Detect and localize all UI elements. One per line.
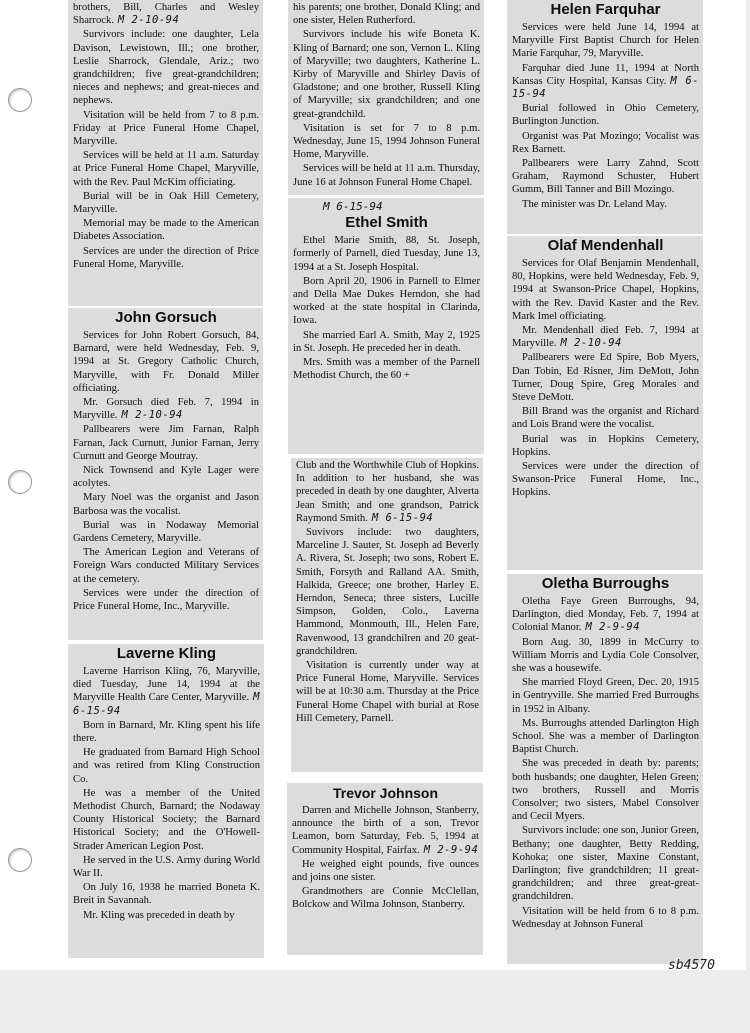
clipping-trevor-johnson <box>287 783 483 955</box>
punch-hole <box>8 88 32 112</box>
clipping-olaf-mendenhall <box>507 236 703 570</box>
clipping-paragraph: He was a member of the United Methodist Church, Barnard; the Nodaway County Historical Society; the Barnard Historical Society; and the O'Howell-Strader American Legion Post. <box>73 787 260 852</box>
clipping-paragraph: She was preceded in death by: parents; both husbands; one daughter, Helen Green; two brothers, Russell and Morris Consolver; two sisters, Mabel Consolver and Cecil Myers. <box>512 758 699 823</box>
clipping-paragraph: Oletha Faye Green Burroughs, 94, Darlington, died Monday, Feb. 7, 1994 at Colonial Manor. M 2-9-94 <box>512 596 699 634</box>
handwritten-date: M 6-15-94 <box>323 200 383 213</box>
clipping-paragraph: Mr. Kling was preceded in death by <box>83 909 235 921</box>
handwritten-date: M 2-10-94 <box>560 337 622 350</box>
clipping-helen-farquhar <box>507 0 703 234</box>
clipping-paragraph: Mary Noel was the organist and Jason Barbosa was the vocalist. <box>73 492 259 517</box>
clipping-paragraph: Services for John Robert Gorsuch, 84, Barnard, were held Wednesday, Feb. 9, 1994 at St. Gregory Catholic Church, Maryville, with Fr. Donald Miller officiating. <box>73 330 259 394</box>
clipping-paragraph: Club and the Worthwhile Club of Hopkins. In addition to her husband, she was preceded in death by one daughter, Alverta Jean Smith; and one grandson, Patrick Raymond Smith. M 6-15-94 <box>296 460 479 524</box>
clipping-john-gorsuch <box>68 308 263 640</box>
clipping-paragraph: Born in Barnard, Mr. Kling spent his life there. <box>73 719 260 745</box>
clipping-paragraph: Suvivors include: two daughters, Marceline J. Sauter, St. Joseph ad Beverly A. Rivera, St. Joseph; two sons, Robert E. Smith, Forsyth and Ralland AA. Smith, Halkida, Greece; one brother, Harley E. Herndon, Seneca; three sisters, Lucille Simpson, Golden, Colo., Laverna Hammond, Monmouth, Ill., Helen Fare, Ravenwood, 13 grandchilren and 20 geat-grandchildren. <box>296 527 479 657</box>
clipping-paragraph: Mr. Gorsuch died Feb. 7, 1994 in Maryville. M 2-10-94 <box>73 397 259 422</box>
obituary-heading: Helen Farquhar <box>550 1 661 18</box>
clipping-paragraph: She married Floyd Green, Dec. 20, 1915 in Gentryville. She married Fred Burroughs in 1952 in Albany. <box>512 677 699 715</box>
clipping-paragraph: Services are under the direction of Price Funeral Home, Maryville. <box>73 245 259 270</box>
clipping-ethel-smith-continued <box>291 458 483 772</box>
clipping-paragraph: Nick Townsend and Kyle Lager were acolytes. <box>73 465 259 490</box>
clipping-paragraph: Services will be held at 11 a.m. Saturday at Price Funeral Home Chapel, Maryville, with the Rev. Paul McKim officiating. <box>73 150 259 188</box>
obituary-heading: Olaf Mendenhall <box>547 237 664 254</box>
clipping-paragraph: Mrs. Smith was a member of the Parnell Methodist Church, the 60 + <box>293 357 480 382</box>
clipping-paragraph: Burial will be in Oak Hill Cemetery, Maryville. <box>73 190 259 216</box>
clipping-paragraph: Visitation is currently under way at Price Funeral Home, Maryville. Services will be at 10:30 a.m. Thursday at the Price Funeral Home Chapel with burial at Rose Hill Cemetery, Parnell. <box>296 660 479 724</box>
clipping-paragraph: Memorial may be made to the American Diabetes Association. <box>73 218 259 243</box>
clipping-paragraph: Pallbearers were Ed Spire, Bob Myers, Dan Tobin, Ed Risner, Jim DeMott, John Turner, Doug Spire, Greg Morales and Steve DeMott. <box>512 352 699 404</box>
handwritten-date: M 6-15-94 <box>73 691 260 717</box>
clipping-paragraph: Visitation is set for 7 to 8 p.m. Wednesday, June 15, 1994 Johnson Funeral Home, Maryville. <box>293 122 480 161</box>
clipping-paragraph: Survivors include his wife Boneta K. Kling of Barnard; one son, Vernon L. Kling of Maryville; two daughters, Katherine L. Kirby of Maryville and Shirley Davis of Gladstone; and one brother, Russell Kling of Maryville; six grandchildren; and one great-grandchild. <box>293 29 480 120</box>
clipping-paragraph: Services were held June 14, 1994 at Maryville First Baptist Church for Helen Marie Farquhar, 79, Maryville. <box>512 22 699 60</box>
handwritten-date: M 6-15-94 <box>512 74 699 101</box>
clipping-sharrock-continued <box>68 0 263 306</box>
obituary-heading: John Gorsuch <box>115 309 217 326</box>
clipping-paragraph: Survivors include: one son, Junior Green, Bethany; one daughter, Betty Redding, Kohoka; one sister, Maxine Constant, Darlington; five grandchildren; 11 great-grandchildren; and three great-great-grandchildren. <box>512 825 699 903</box>
clipping-paragraph: He served in the U.S. Army during World War II. <box>73 854 260 880</box>
handwritten-date: M 2-9-94 <box>585 621 641 634</box>
clipping-paragraph: Bill Brand was the organist and Richard and Lois Brand were the vocalist. <box>512 406 699 431</box>
clipping-paragraph: Grandmothers are Connie McClellan, Bolckow and Wilma Johnson, Stanberry. <box>292 886 479 911</box>
handwritten-date: M 2-10-94 <box>121 409 183 422</box>
clipping-paragraph: Pallbearers were Larry Zahnd, Scott Graham, Raymond Schuster, Hubert Gumm, Bill Tanner and Bill Mozingo. <box>512 158 699 196</box>
clipping-paragraph: On July 16, 1938 he married Boneta K. Breit in Savannah. <box>73 882 260 907</box>
clipping-paragraph: Services for Olaf Benjamin Mendenhall, 80, Hopkins, were held Wednesday, Feb. 9, 1994 at Swanson-Price Chapel, Hopkins, with the Rev. David Kaster and the Rev. Mark Imel officiating. <box>512 258 699 322</box>
clipping-paragraph: his parents; one brother, Donald Kling; and one sister, Helen Rutherford. <box>293 2 480 27</box>
clipping-paragraph: She married Earl A. Smith, May 2, 1925 in St. Joseph. He preceded her in death. <box>293 329 480 354</box>
clipping-paragraph: Born Aug. 30, 1899 in McCurry to William Morris and Lydia Cole Consolver, she was a housewife. <box>512 636 699 675</box>
clipping-paragraph: The American Legion and Veterans of Foreign Wars conducted Military Services at the cemetery. <box>73 547 259 585</box>
clipping-paragraph: Laverne Harrison Kling, 76, Maryville, died Tuesday, June 14, 1994 at the Maryville Health Care Center, Maryville. M 6-15-94 <box>73 666 260 717</box>
clipping-paragraph: brothers, Bill, Charles and Wesley Sharrock. M 2-10-94 <box>73 2 259 27</box>
clipping-paragraph: He graduated from Barnard High School and was retired from Kling Construction Co. <box>73 747 260 785</box>
handwritten-file-code: sb4570 <box>668 958 715 973</box>
clipping-paragraph: Burial was in Hopkins Cemetery, Hopkins. <box>512 433 699 458</box>
clipping-paragraph: Burial was in Nodaway Memorial Gardens Cemetery, Maryville. <box>73 519 259 545</box>
clipping-paragraph: Organist was Pat Mozingo; Vocalist was Rex Barnett. <box>512 130 699 155</box>
punch-hole <box>8 848 32 872</box>
clipping-paragraph: Visitation will be held from 7 to 8 p.m. Friday at Price Funeral Home Chapel, Maryville. <box>73 109 259 148</box>
clipping-paragraph: Born April 20, 1906 in Parnell to Elmer and Della Mae Dukes Herndon, she had worked at the state hospital in Clarinda, Iowa. <box>293 275 480 327</box>
clipping-paragraph: Mr. Mendenhall died Feb. 7, 1994 at Maryville. M 2-10-94 <box>512 325 699 350</box>
handwritten-date: M 6-15-94 <box>371 511 434 524</box>
clipping-paragraph: Farquhar died June 11, 1994 at North Kansas City Hospital, Kansas City. M 6-15-94 <box>512 62 699 101</box>
clipping-paragraph: Darren and Michelle Johnson, Stanberry, announce the birth of a son, Trevor Leamon, born Saturday, Feb. 5, 1994 at Community Hospital, Fairfax. M 2-9-94 <box>292 805 479 856</box>
clipping-paragraph: Services will be held at 11 a.m. Thursday, June 16 at Johnson Funeral Home Chapel. <box>293 163 481 188</box>
clipping-oletha-burroughs <box>507 574 703 964</box>
clipping-paragraph: Ms. Burroughs attended Darlington High School. She was a member of Darlington Baptist Church. <box>512 717 699 756</box>
handwritten-date: M 2-10-94 <box>117 14 180 27</box>
obituary-heading: Laverne Kling <box>116 645 217 662</box>
clipping-ethel-smith <box>288 198 484 454</box>
obituary-heading: Ethel Smith <box>345 214 428 232</box>
clipping-paragraph: Pallbearers were Jim Farnan, Ralph Farnan, Jack Curnutt, Junior Farnan, Jerry Curnutt and George Moutray. <box>73 424 259 462</box>
clipping-laverne-kling <box>68 644 264 958</box>
obituary-heading: Oletha Burroughs <box>541 575 670 592</box>
punch-hole <box>8 470 32 494</box>
clipping-paragraph: Services were under the direction of Price Funeral Home, Inc., Maryville. <box>73 587 259 613</box>
clipping-paragraph: Survivors include: one daughter, Lela Davison, Lewistown, Ill.; one brother, Leslie Sharrock, Glendale, Ariz.; two grandchildren; five great-grandchildren; nieces and nephews; and great-nieces and nephews. <box>73 29 259 107</box>
handwritten-date: M 2-9-94 <box>423 843 479 856</box>
clipping-paragraph: Visitation will be held from 6 to 8 p.m. Wednesday at Johnson Funeral <box>512 905 699 930</box>
clipping-paragraph: Services were under the direction of Swanson-Price Funeral Home, Inc., Hopkins. <box>512 461 699 499</box>
clipping-paragraph: Ethel Marie Smith, 88, St. Joseph, formerly of Parnell, died Tuesday, June 13, 1994 at a St. Joseph Hospital. <box>293 235 480 273</box>
obituary-heading: Trevor Johnson <box>332 785 439 801</box>
clipping-kling-continued <box>288 0 484 195</box>
clipping-paragraph: Burial followed in Ohio Cemetery, Burlington Junction. <box>512 103 699 128</box>
clipping-paragraph: He weighed eight pounds, five ounces and joins one sister. <box>292 858 479 884</box>
clipping-paragraph: The minister was Dr. Leland May. <box>522 198 667 210</box>
